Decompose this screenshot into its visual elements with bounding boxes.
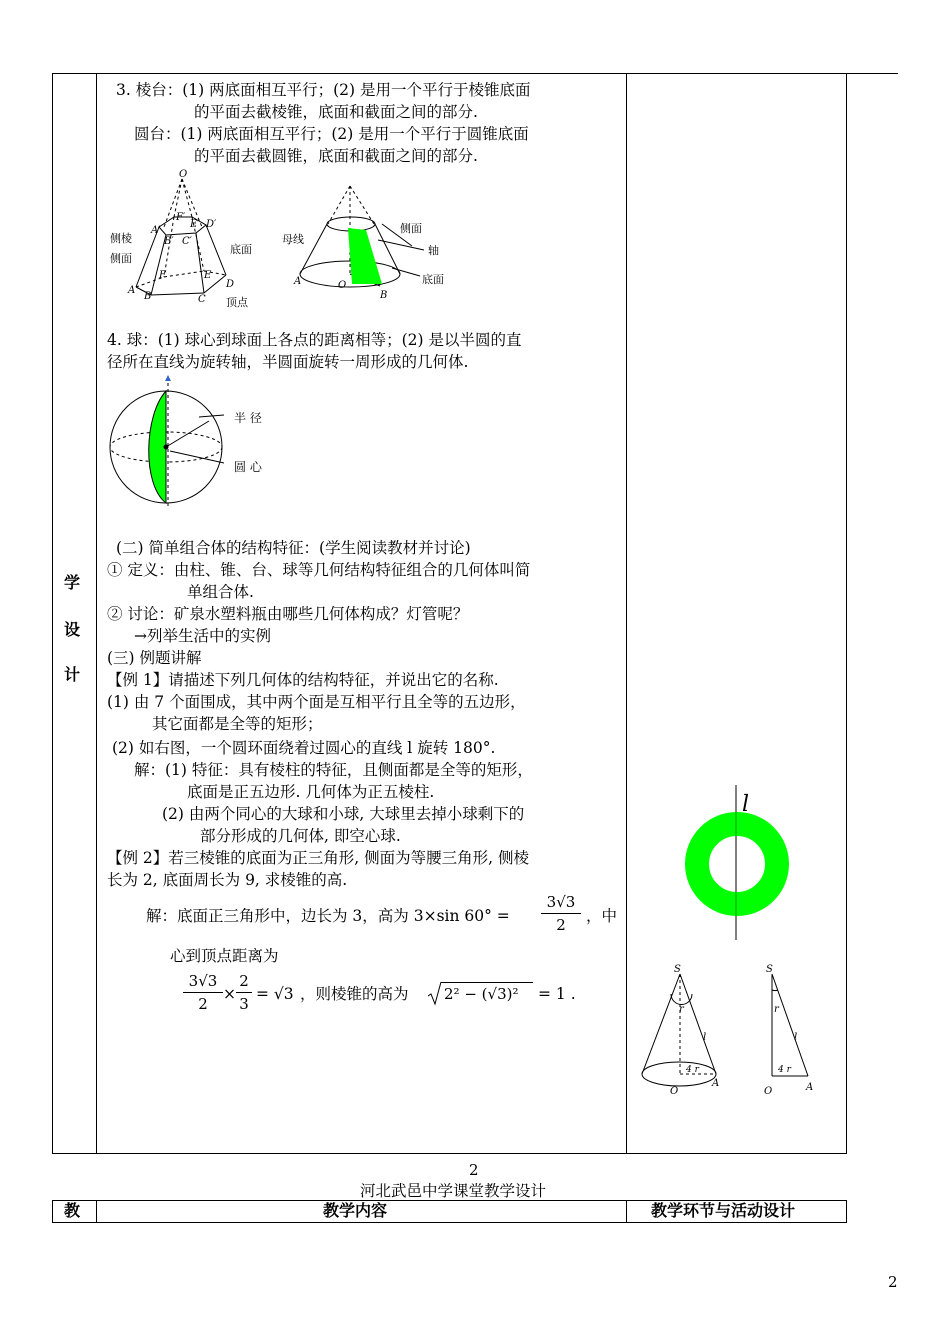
cone2-label-O: O [764,1086,773,1097]
label-D: D [226,279,235,290]
example1-sol1-line1: 解：(1) 特征：具有棱柱的特征，且侧面都是全等的矩形， [134,761,533,779]
cone1-label-A: A [712,1078,720,1089]
left-col-char-3: 计 [64,665,81,684]
example2-prompt-line2: 长为 2, 底面周长为 9, 求棱锥的高. [107,871,348,889]
label-C1: C′ [182,236,192,247]
table-bottom-rule [52,1153,847,1154]
left-col-char-2: 设 [64,620,81,639]
equals-root3: = √3 [256,985,294,1003]
label-vertex: 顶点 [226,296,248,309]
left-col-char-1: 学 [64,573,81,592]
header-table-v0 [52,1200,53,1222]
label-side-edge: 侧棱 [110,232,132,245]
fraction-2-over-3 [236,972,252,1013]
cone1-label-S: S [674,964,681,975]
header-col3: 教学环节与活动设计 [651,1201,796,1220]
fraction-numerator: 2 [239,972,249,990]
table-top-rule [52,73,898,74]
sphere-figure [104,375,294,515]
fraction-numerator: 3√3 [188,972,218,990]
example2-solution-line2: 心到顶点距离为 [170,947,279,965]
fraction-denominator: 3 [239,995,249,1013]
sphere-green-halfdisk [149,391,166,503]
example1-q1-line2: 其它面都是全等的矩形； [152,715,323,733]
cone-frustum-figure [282,180,462,305]
fraction-denominator: 2 [556,916,566,934]
cone2-label-l: l [794,1032,798,1043]
cone-frustum-def-line1: 圆台：(1) 两底面相互平行；(2) 是用一个平行于圆锥底面 [134,125,529,143]
corner-page-number: 2 [888,1273,898,1291]
cone-frustum-def-line2: 的平面去截圆锥，底面和截面之间的部分. [194,147,478,165]
label-radius: 半 径 [234,411,262,425]
label-E: E [204,270,212,281]
sphere-def-line1: 4. 球：(1) 球心到球面上各点的距离相等；(2) 是以半圆的直 [107,331,522,349]
label-B: B [144,291,152,302]
header-table-v3 [846,1200,847,1222]
label-side: 侧面 [400,222,422,235]
school-title: 河北武邑中学课堂教学设计 [360,1182,547,1200]
part2-definition-line2: 单组合体. [187,583,254,601]
fraction-3root3-over-2 [541,893,581,934]
example2-solution-comma: ，中 [586,907,618,925]
example2-solution-prefix: 解：底面正三角形中，边长为 3，高为 3×sin 60° = [146,907,510,925]
cone-figure-2 [756,960,836,1100]
label-cone-O: O [338,280,347,291]
label-E1: E′ [190,219,200,230]
then-height-is: ，则棱锥的高为 [300,985,409,1003]
label-C: C [198,294,206,305]
frustum-def-line2: 的平面去截棱锥，底面和截面之间的部分. [194,103,478,121]
ring-annulus [697,824,777,904]
cone2-label-4r: 4 r [778,1065,791,1075]
header-table-bottom [52,1222,847,1223]
label-A1: A′ [151,225,161,236]
label-B1: B′ [164,236,174,247]
label-cone-base: 底面 [422,273,444,286]
table-right-border [846,73,847,1153]
table-left-border [52,73,53,1153]
sphere-def-line2: 径所在直线为旋转轴，半圆面旋转一周形成的几何体. [107,353,469,371]
table-col-divider-2 [626,73,627,1153]
part3-title: (三) 例题讲解 [107,649,202,667]
page-number-center: 2 [469,1161,479,1179]
label-F1: F′ [176,212,186,223]
cone1-label-r: r [679,1004,684,1015]
example1-q1-line1: (1) 由 7 个面围成，其中两个面是互相平行且全等的五边形， [107,693,526,711]
sqrt-radicand: 2² − (√3)² [444,985,519,1003]
label-generatrix: 母线 [282,233,304,246]
label-axis: 轴 [428,244,439,257]
example1-sol1-line2: 底面是正五边形. 几何体为正五棱柱. [187,783,435,801]
ring-figure [680,775,800,945]
part2-example: →列举生活中的实例 [134,627,271,645]
label-O: O [179,169,188,180]
example1-prompt: 【例 1】请描述下列几何体的结构特征，并说出它的名称. [107,671,499,689]
example1-sol2-line1: (2) 由两个同心的大球和小球, 大球里去掉小球剩下的 [162,805,525,823]
table-col-divider-1 [96,73,97,1153]
header-col2: 教学内容 [323,1201,388,1220]
cone1-label-l: l [703,1032,707,1043]
cone-frustum-green-section [348,228,382,284]
part2-discussion: ② 讨论：矿泉水塑料瓶由哪些几何体构成？灯管呢？ [107,605,469,623]
pyramid-frustum-figure [104,165,274,315]
label-center: 圆 心 [234,460,262,474]
cone2-label-A: A [806,1082,814,1093]
ring-axis-label: l [742,792,750,817]
cone1-label-4r: 4 r [686,1065,699,1075]
part2-title: (二) 简单组合体的结构特征：(学生阅读教材并讨论) [116,539,471,557]
times-sign: × [223,985,236,1003]
fraction-3root3-over-2-b [183,972,223,1013]
cone-figure-1 [636,960,736,1100]
label-A: A [128,285,136,296]
fraction-denominator: 2 [198,995,208,1013]
label-F: F [159,270,166,281]
example2-prompt-line1: 【例 2】若三棱锥的底面为正三角形, 侧面为等腰三角形, 侧棱 [107,849,529,867]
label-D1: D′ [206,219,217,230]
header-table-v1 [96,1200,97,1222]
cone2-label-S: S [766,964,773,975]
label-cone-B: B [380,290,388,301]
header-table-v2 [626,1200,627,1222]
label-cone-A: A [294,276,302,287]
part2-definition-line1: ① 定义：由柱、锥、台、球等几何结构特征组合的几何体叫简 [107,561,531,579]
header-col1: 教 [64,1201,81,1220]
example1-q2: (2) 如右图，一个圆环面绕着过圆心的直线 l 旋转 180°. [112,739,496,757]
label-base: 底面 [230,243,252,256]
frustum-def-line1: 3. 棱台：(1) 两底面相互平行；(2) 是用一个平行于棱锥底面 [116,81,531,99]
equals-one: = 1 . [538,985,576,1003]
fraction-numerator: 3√3 [546,893,576,911]
cone1-label-O: O [670,1086,679,1097]
cone2-label-r: r [774,1004,779,1015]
example1-sol2-line2: 部分形成的几何体, 即空心球. [200,827,401,845]
label-side-face: 侧面 [110,252,132,265]
